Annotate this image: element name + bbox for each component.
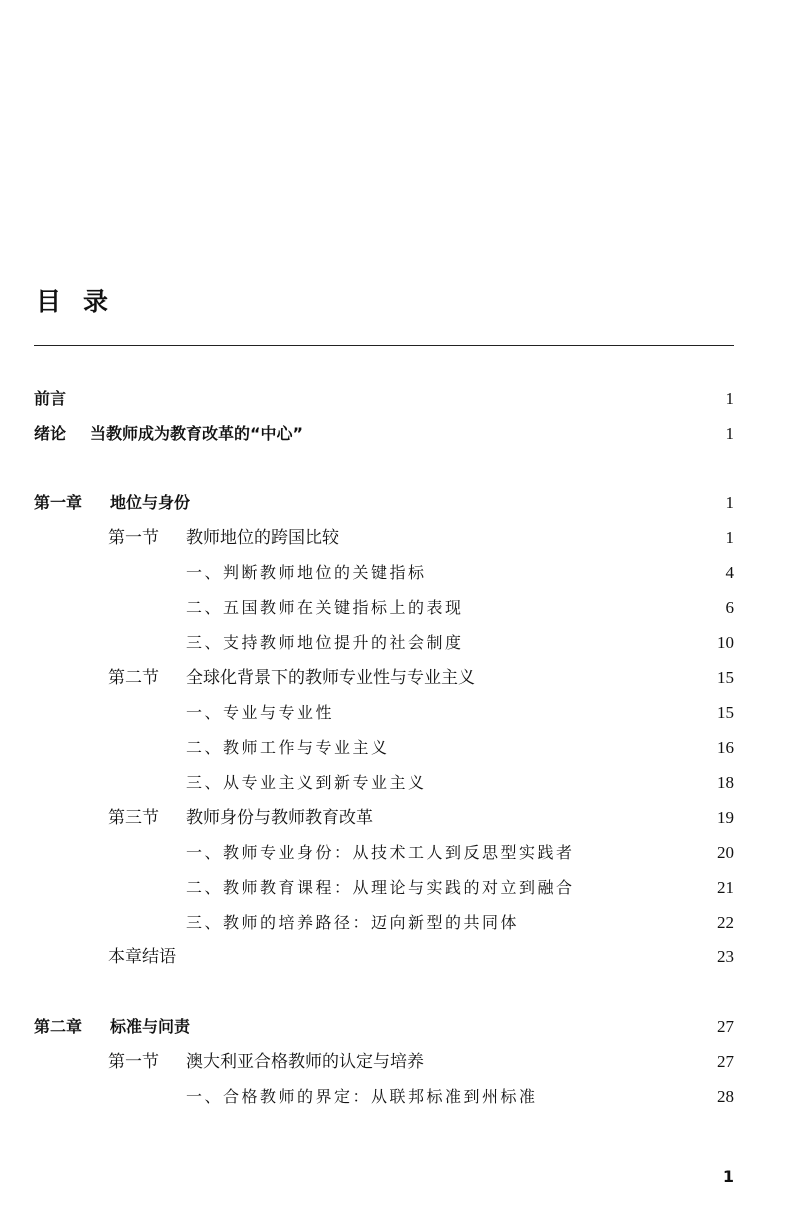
toc-entry-number: 第一章 bbox=[34, 493, 83, 512]
toc-item[interactable] bbox=[0, 594, 790, 622]
toc-entry-preface[interactable] bbox=[0, 385, 790, 413]
toc-entry-page: 15 bbox=[717, 703, 734, 722]
toc-entry-page: 16 bbox=[717, 738, 734, 757]
toc-entry-page: 20 bbox=[717, 843, 734, 862]
toc-entry-label: 教师身份与教师教育改革 bbox=[186, 808, 373, 828]
toc-item[interactable] bbox=[0, 734, 790, 762]
toc-entry-page: 1 bbox=[725, 528, 734, 547]
toc-entry-label: 前言 bbox=[34, 389, 67, 408]
toc-entry-page: 27 bbox=[717, 1052, 734, 1071]
toc-entry-label: 本章结语 bbox=[108, 947, 176, 967]
toc-entry-label: 澳大利亚合格教师的认定与培养 bbox=[186, 1052, 424, 1072]
toc-entry-label: 全球化背景下的教师专业性与专业主义 bbox=[186, 668, 475, 688]
toc-entry-label: 地位与身份 bbox=[110, 493, 191, 512]
toc-entry-page: 15 bbox=[717, 668, 734, 687]
toc-entry-label: 标准与问责 bbox=[110, 1017, 191, 1036]
toc-entry-label: 三、支持教师地位提升的社会制度 bbox=[186, 633, 464, 652]
toc-item[interactable] bbox=[0, 629, 790, 657]
toc-entry-introduction[interactable] bbox=[0, 420, 790, 448]
toc-item[interactable] bbox=[0, 874, 790, 902]
toc-entry-label: 二、教师教育课程：从理论与实践的对立到融合 bbox=[186, 878, 575, 897]
page-title: 目录 bbox=[36, 287, 131, 316]
title-rule bbox=[34, 345, 734, 346]
toc-entry-page: 1 bbox=[725, 389, 734, 408]
toc-entry-number: 第一节 bbox=[108, 1052, 159, 1072]
toc-entry-page: 22 bbox=[717, 913, 734, 932]
toc-entry-page: 27 bbox=[717, 1017, 734, 1036]
toc-entry-page: 18 bbox=[717, 773, 734, 792]
toc-entry-label: 教师地位的跨国比较 bbox=[186, 528, 339, 548]
toc-entry-label: 当教师成为教育改革的“中心” bbox=[90, 424, 304, 443]
toc-chapter-1[interactable] bbox=[0, 489, 790, 517]
toc-entry-number: 第三节 bbox=[108, 808, 159, 828]
toc-entry-number: 绪论 bbox=[34, 424, 67, 443]
toc-entry-page: 19 bbox=[717, 808, 734, 827]
toc-entry-page: 10 bbox=[717, 633, 734, 652]
toc-entry-number: 第二节 bbox=[108, 668, 159, 688]
toc-item[interactable] bbox=[0, 559, 790, 587]
toc-entry-page: 28 bbox=[717, 1087, 734, 1106]
toc-item[interactable] bbox=[0, 839, 790, 867]
toc-entry-label: 二、五国教师在关键指标上的表现 bbox=[186, 598, 464, 617]
page-number: 1 bbox=[722, 1167, 734, 1186]
toc-chapter-1-section-1[interactable] bbox=[0, 524, 790, 552]
toc-entry-number: 第一节 bbox=[108, 528, 159, 548]
toc-item[interactable] bbox=[0, 1083, 790, 1111]
toc-entry-label: 三、从专业主义到新专业主义 bbox=[186, 773, 427, 792]
toc-chapter-2[interactable] bbox=[0, 1013, 790, 1041]
toc-entry-label: 三、教师的培养路径：迈向新型的共同体 bbox=[186, 913, 520, 932]
toc-entry-label: 一、判断教师地位的关键指标 bbox=[186, 563, 427, 582]
toc-chapter-1-section-2[interactable] bbox=[0, 664, 790, 692]
toc-entry-label: 一、合格教师的界定：从联邦标准到州标准 bbox=[186, 1087, 538, 1106]
toc-chapter-1-conclusion[interactable] bbox=[0, 943, 790, 971]
toc-entry-page: 4 bbox=[725, 563, 734, 582]
toc-chapter-2-section-1[interactable] bbox=[0, 1048, 790, 1076]
toc-entry-label: 一、教师专业身份：从技术工人到反思型实践者 bbox=[186, 843, 575, 862]
toc-item[interactable] bbox=[0, 699, 790, 727]
toc-item[interactable] bbox=[0, 769, 790, 797]
toc-entry-page: 23 bbox=[717, 947, 734, 966]
toc-entry-page: 21 bbox=[717, 878, 734, 897]
toc-item[interactable] bbox=[0, 909, 790, 937]
toc-entry-number: 第二章 bbox=[34, 1017, 83, 1036]
toc-entry-page: 6 bbox=[725, 598, 734, 617]
toc-entry-label: 二、教师工作与专业主义 bbox=[186, 738, 390, 757]
toc-entry-page: 1 bbox=[725, 493, 734, 512]
toc-entry-page: 1 bbox=[725, 424, 734, 443]
toc-chapter-1-section-3[interactable] bbox=[0, 804, 790, 832]
toc-entry-label: 一、专业与专业性 bbox=[186, 703, 335, 722]
